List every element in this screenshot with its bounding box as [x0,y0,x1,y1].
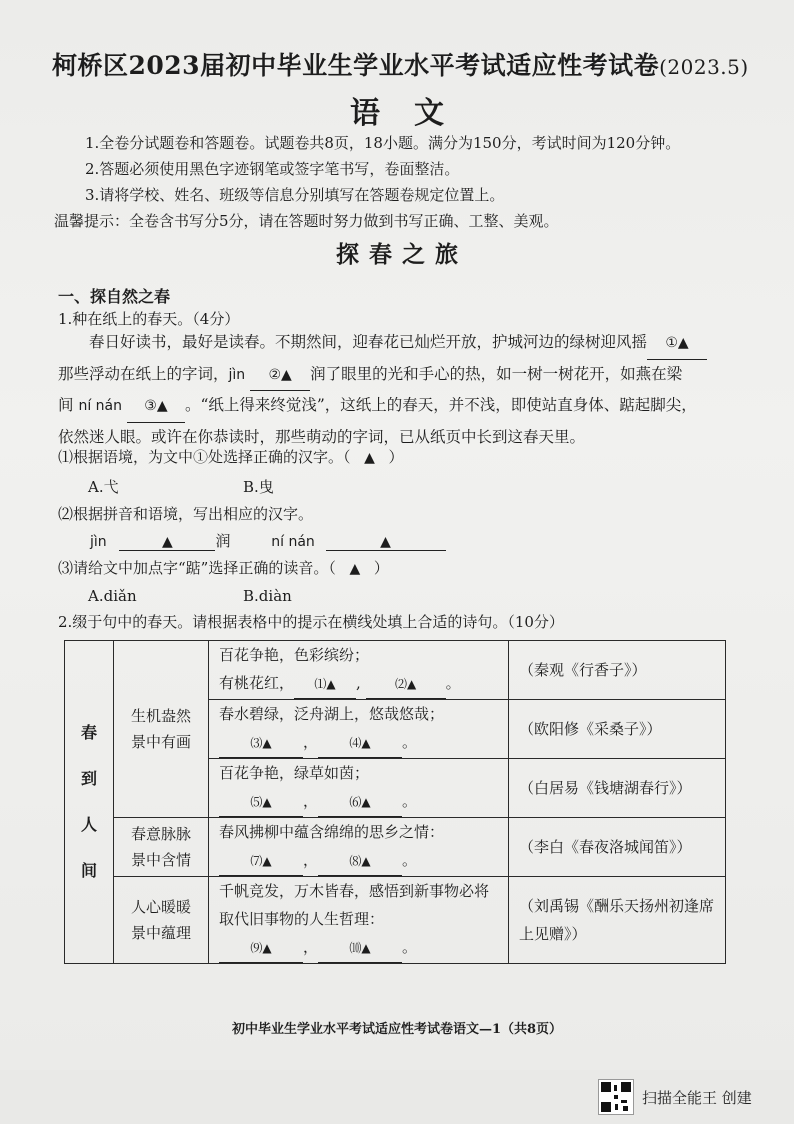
blank-marker: ①▲ [665,335,689,351]
content-cell [209,877,509,964]
content-cell [209,641,509,700]
label-char: 春 [80,723,97,742]
exam-title [52,46,772,82]
hint-text: 千帆竞发，万木皆春，感悟到新事物必将取代旧事物的人生哲理： [219,882,490,928]
title-text: 柯桥区2023届初中毕业生学业水平考试适应性考试卷 [52,51,660,80]
instruction-3: 3.请将学校、姓名、班级等信息分别填写在答题卷规定位置上。 [85,186,505,204]
pinyin-hint: ní nán [78,398,122,414]
punctuation: ， [303,851,319,869]
poem-blank-8[interactable] [318,847,402,876]
punctuation: 。 [402,733,418,751]
source-cell: （欧阳修《采桑子》） [509,700,726,759]
answer-blank-3[interactable] [127,391,185,423]
question-text: ） [373,559,389,577]
blank-marker: ⑸▲ [250,795,272,809]
poem-blank-6[interactable] [318,788,402,817]
instruction-2: 2.答题必须使用黑色字迹钢笔或签字笔书写，卷面整洁。 [85,160,460,178]
content-cell [209,700,509,759]
option-a[interactable]: A.diǎn [88,587,137,605]
answer-line [219,933,498,963]
table-row [65,877,726,964]
blank-marker: ②▲ [268,366,292,383]
answer-line: 有桃花红， ⑴▲ , ⑵▲ 。 [219,669,498,699]
blank-marker: ▲ [380,534,391,550]
poem-blank-10[interactable] [318,934,402,963]
suffix-char: 润 [215,532,231,550]
hint-text: 百花争艳，绿草如茵； [219,764,370,782]
scanner-label: 扫描全能王 创建 [642,1088,752,1107]
poem-blank-1[interactable] [294,670,356,699]
passage-line-2 [58,360,770,392]
label-char: 间 [80,861,97,880]
poetry-table [64,640,726,964]
option-b[interactable]: B.曳 [243,478,274,496]
punctuation: 。 [445,674,461,692]
theme-cell: 人心暖暖景中蕴理 [114,877,209,964]
answer-line [219,846,498,876]
punctuation: ， [303,792,319,810]
theme-cell: 春意脉脉景中含情 [114,818,209,877]
vertical-label [65,641,114,964]
question-text: ⑶请给文中加点字“踮”选择正确的读音。（ [58,559,336,577]
pinyin-hint: jìn [90,534,107,550]
passage-text: 那些浮动在纸上的字词， [58,364,229,383]
blank-marker: ③▲ [144,398,168,414]
blank-marker: ⑹▲ [349,795,371,809]
option-b[interactable]: B.diàn [243,587,292,605]
answer-line [219,787,498,817]
blank-marker: ⑶▲ [250,736,272,750]
passage-text: 依然迷人眼。或许在你恭读时，那些萌动的字词，已从纸页中长到这春天里。 [58,427,586,446]
source-cell: （白居易《钱塘湖春行》） [509,759,726,818]
pinyin-hint: jìn [228,366,246,383]
qr-code-icon [598,1079,634,1115]
instruction-1: 1.全卷分试题卷和答题卷。试题卷共8页，18小题。满分为150分，考试时间为120分钟。 [85,134,681,152]
reading-passage [58,328,770,452]
answer-blank-1[interactable] [647,328,707,360]
blank-marker: ⑻▲ [349,854,371,868]
exam-date: (2023.5) [659,55,749,79]
passage-text: 春日好读书，最好是读春。不期然间，迎春花已灿烂开放，护城河边的绿树迎风摇 [89,333,648,351]
poem-blank-9[interactable] [219,934,303,963]
label-char: 到 [80,769,97,788]
answer-blank-ninan[interactable] [326,532,446,551]
sub-question-2: ⑵根据拼音和语境，写出相应的汉字。 [58,505,314,523]
question-text: ） [388,448,404,466]
blank-marker: ▲ [162,534,173,550]
question-2-title: 2.缀于句中的春天。请根据表格中的提示在横线处填上合适的诗句。（10分） [58,613,564,631]
part-heading: 一、探自然之春 [58,287,171,306]
passage-text: 润了眼里的光和手心的热，如一树一树花开，如燕在梁 [310,364,683,383]
table-row [65,641,726,700]
content-cell [209,759,509,818]
passage-line-1 [58,328,770,360]
blank-marker: ⑺▲ [250,854,272,868]
question-1-title: 1.种在纸上的春天。（4分） [58,310,240,328]
poem-blank-5[interactable] [219,788,303,817]
blank-marker: ⑵▲ [394,677,417,691]
poem-blank-7[interactable] [219,847,303,876]
theme-cell: 生机盎然景中有画 [114,641,209,818]
blank-marker: ▲ [349,561,361,577]
source-cell: （秦观《行香子》） [509,641,726,700]
punctuation: 。 [402,938,418,956]
answer-blank-jin[interactable] [119,532,215,551]
choice-slot[interactable] [336,559,374,577]
subject-heading: 语文 [350,96,478,131]
passage-line-3 [58,391,770,423]
punctuation: ， [303,733,319,751]
option-a[interactable]: A.弋 [88,478,119,496]
hint-text: 春水碧绿，泛舟湖上，悠哉悠哉； [219,705,445,723]
poem-blank-3[interactable] [219,729,303,758]
content-cell [209,818,509,877]
writing-tip: 温馨提示：全卷含书写分5分，请在答题时努力做到书写正确、工整、美观。 [54,212,559,230]
section-title: 探春之旅 [336,241,468,268]
exam-instructions [54,130,681,234]
sub-question-1 [58,446,404,467]
passage-text: 间 [58,396,74,414]
scanner-watermark [598,1079,752,1115]
sub-question-3 [58,557,389,578]
source-cell: （刘禹锡《酬乐天扬州初逢席上见赠》） [509,877,726,964]
choice-slot[interactable] [351,448,389,466]
page-footer: 初中毕业生学业水平考试适应性考试卷语文—1（共8页） [231,1022,563,1037]
answer-line [219,728,498,758]
poem-blank-4[interactable] [318,729,402,758]
blank-marker: ⑼▲ [250,941,272,955]
blank-marker: ▲ [364,450,375,466]
table-row [65,818,726,877]
hint-text: 春风拂柳中蕴含绵绵的思乡之情： [219,823,445,841]
label-char: 人 [80,815,97,834]
punctuation: ， [303,938,319,956]
passage-text: 。“纸上得来终觉浅”，这纸上的春天，并不浅，即使站直身体、踮起脚尖， [184,396,697,414]
blank-marker: ⑽▲ [349,941,371,955]
pinyin-answer-row [90,530,446,551]
punctuation: 。 [402,792,418,810]
hint-text: 百花争艳，色彩缤纷； [219,646,370,664]
punctuation: 。 [402,851,418,869]
blank-marker: ⑴▲ [314,677,336,691]
hint-text: 有桃花红， [219,674,295,692]
poem-blank-2[interactable] [366,670,446,699]
pinyin-hint: ní nán [271,534,315,550]
answer-blank-2[interactable] [250,360,310,392]
source-cell: （李白《春夜洛城闻笛》） [509,818,726,877]
blank-marker: ⑷▲ [349,736,371,750]
question-text: ⑴根据语境，为文中①处选择正确的汉字。（ [58,448,351,466]
